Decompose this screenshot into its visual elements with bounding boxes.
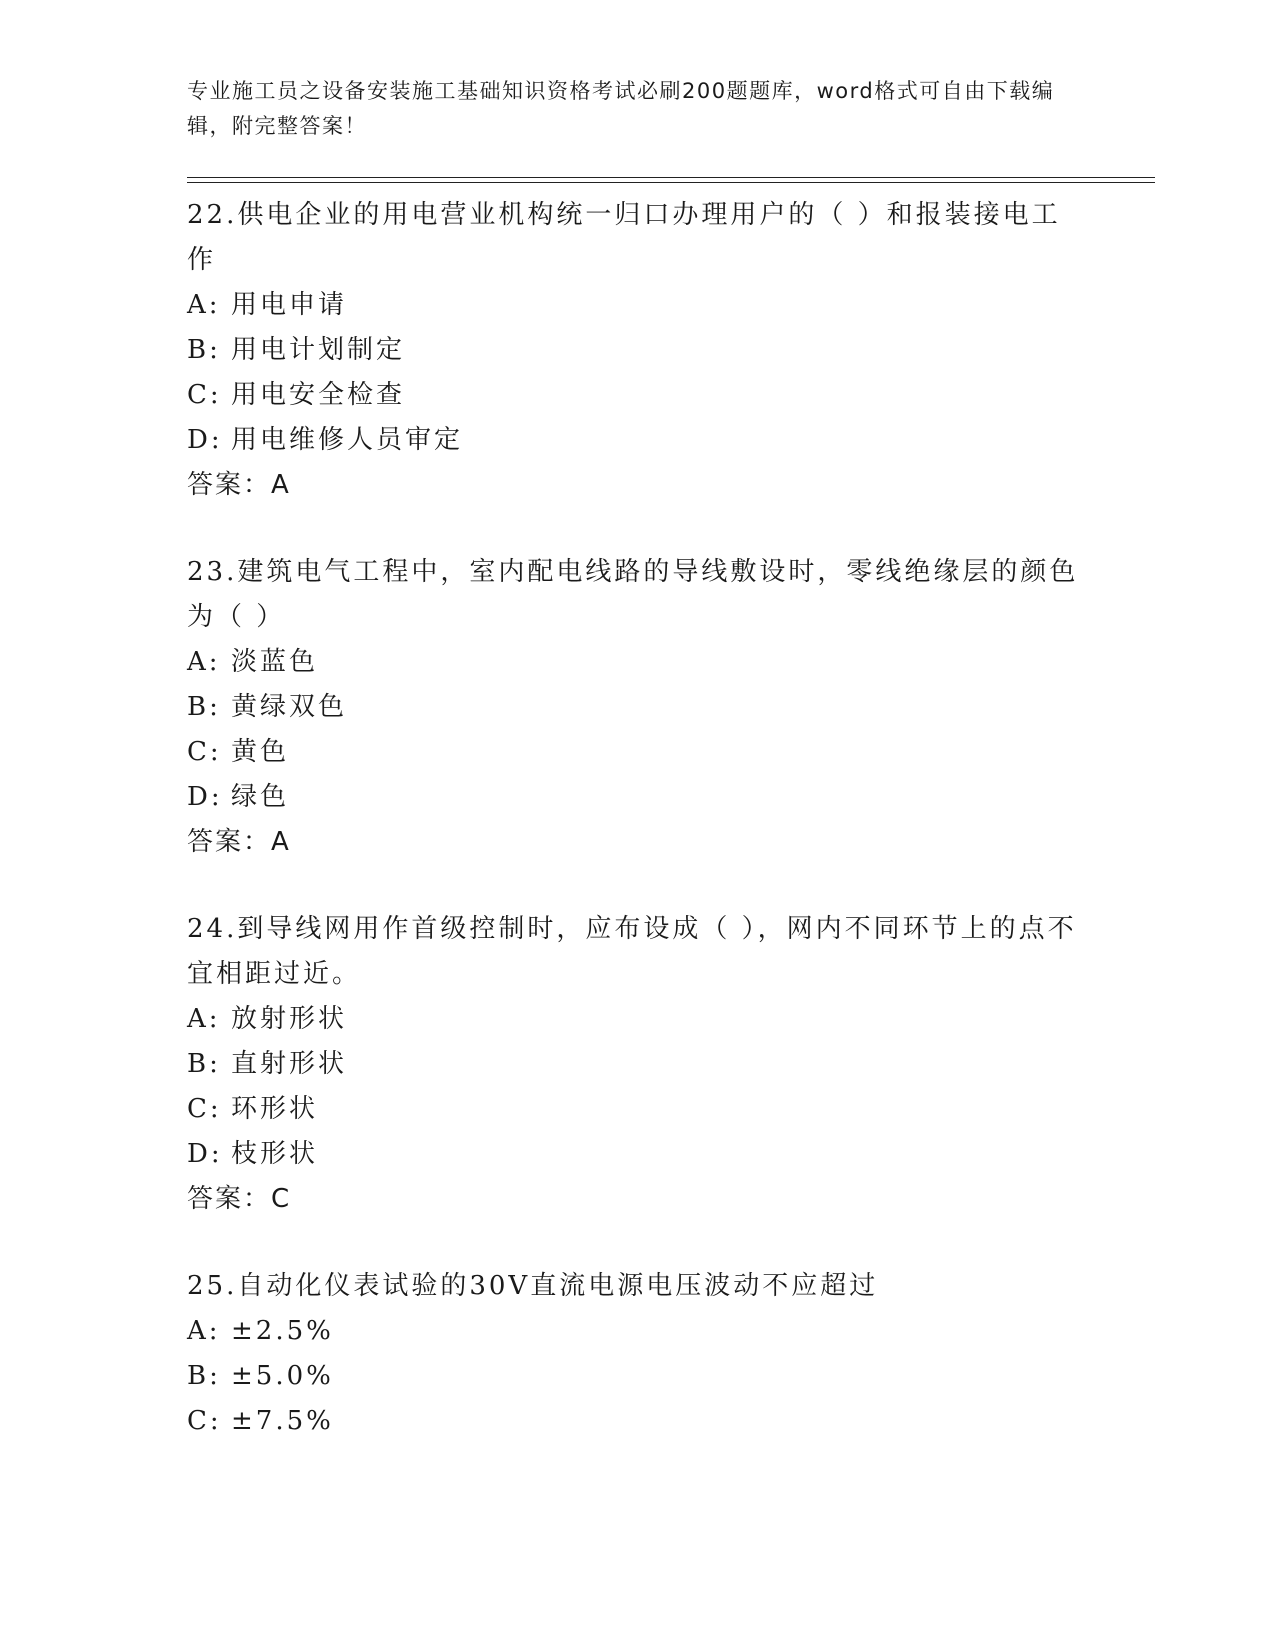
option-a	[187, 283, 1087, 328]
option-letter: D:	[187, 1139, 223, 1169]
option-b	[187, 1354, 1087, 1399]
option-text: 黄色	[231, 737, 290, 767]
question-24	[187, 907, 1087, 1222]
option-letter: B:	[187, 1049, 221, 1079]
header-divider-top	[187, 177, 1155, 178]
question-stem: 25.自动化仪表试验的30V直流电源电压波动不应超过	[187, 1271, 879, 1301]
option-letter: C:	[187, 380, 222, 410]
option-text: 枝形状	[231, 1139, 319, 1169]
option-text: ±2.5%	[231, 1316, 334, 1346]
option-letter: C:	[187, 737, 222, 767]
option-letter: B:	[187, 692, 221, 722]
option-text: 黄绿双色	[231, 692, 348, 722]
option-d	[187, 775, 1087, 820]
option-a	[187, 997, 1087, 1042]
option-d	[187, 418, 1087, 463]
option-text: 用电安全检查	[231, 380, 406, 410]
option-c	[187, 373, 1087, 418]
answer-line: 答案：C	[187, 1184, 292, 1214]
option-letter: A:	[187, 1316, 221, 1346]
option-text: 放射形状	[231, 1004, 348, 1034]
option-letter: B:	[187, 335, 221, 365]
option-text: ±7.5%	[231, 1406, 334, 1436]
header-divider-bottom	[187, 182, 1155, 183]
option-a	[187, 1309, 1087, 1354]
option-letter: A:	[187, 1004, 221, 1034]
option-text: 直射形状	[231, 1049, 348, 1079]
option-letter: A:	[187, 647, 221, 677]
answer-line: 答案：A	[187, 827, 291, 857]
option-text: 环形状	[231, 1094, 319, 1124]
option-letter: C:	[187, 1406, 222, 1436]
question-list	[187, 193, 1087, 1486]
question-stem: 22.供电企业的用电营业机构统一归口办理用户的（ ）和报装接电工作	[187, 200, 1061, 275]
option-c	[187, 1087, 1087, 1132]
option-c	[187, 730, 1087, 775]
option-text: 绿色	[231, 782, 290, 812]
option-d	[187, 1132, 1087, 1177]
document-header: 专业施工员之设备安装施工基础知识资格考试必刷200题题库，word格式可自由下载编辑，附完整答案！	[187, 79, 1055, 138]
option-text: 用电计划制定	[231, 335, 406, 365]
option-b	[187, 328, 1087, 373]
answer-line: 答案：A	[187, 470, 291, 500]
option-text: 淡蓝色	[231, 647, 319, 677]
question-23	[187, 550, 1087, 865]
option-letter: A:	[187, 290, 221, 320]
option-letter: B:	[187, 1361, 221, 1391]
option-text: 用电申请	[231, 290, 348, 320]
option-text: 用电维修人员审定	[231, 425, 464, 455]
option-a	[187, 640, 1087, 685]
question-25	[187, 1264, 1087, 1444]
option-letter: C:	[187, 1094, 222, 1124]
option-b	[187, 685, 1087, 730]
option-letter: D:	[187, 782, 223, 812]
option-b	[187, 1042, 1087, 1087]
option-text: ±5.0%	[231, 1361, 334, 1391]
option-c	[187, 1399, 1087, 1444]
question-22	[187, 193, 1087, 508]
option-letter: D:	[187, 425, 223, 455]
question-stem: 23.建筑电气工程中，室内配电线路的导线敷设时，零线绝缘层的颜色为（ ）	[187, 557, 1079, 632]
question-stem: 24.到导线网用作首级控制时，应布设成（ ），网内不同环节上的点不宜相距过近。	[187, 914, 1077, 989]
